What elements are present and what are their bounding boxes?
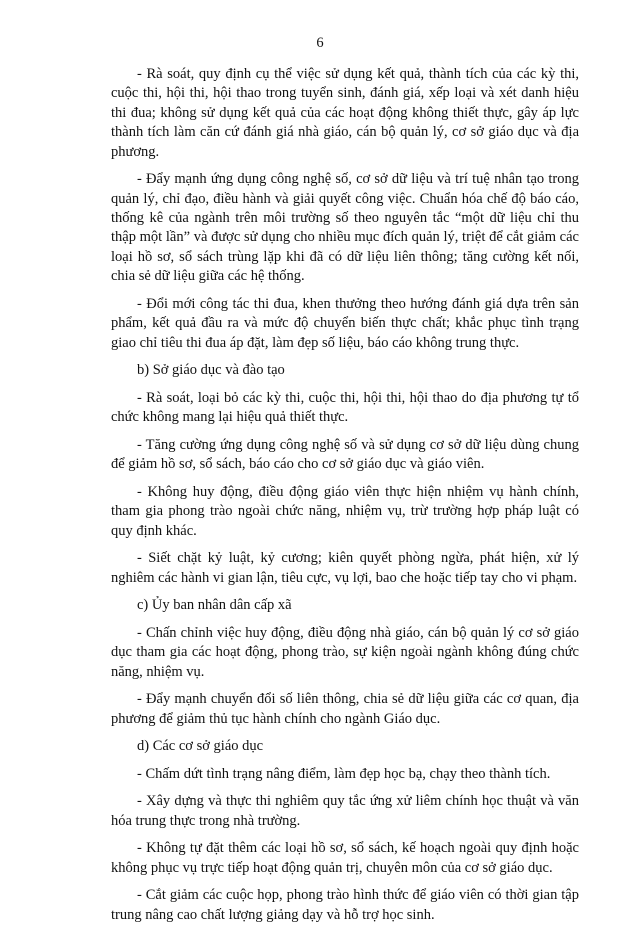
page-number: 6 — [316, 35, 324, 51]
document-body — [111, 65, 579, 933]
paragraph-emulation-reform: - Đổi mới công tác thi đua, khen thưởng theo hướng đánh giá dựa trên sản phẩm, kết quả đầu ra và mức độ chuyển biến thực chất; khắc phục tình trạng giao chỉ tiêu thi đua áp đặt, làm đẹp số liệu, báo cáo không trung thực. — [111, 295, 579, 351]
paragraph-remove-contests: - Rà soát, loại bỏ các kỳ thi, cuộc thi, hội thi, hội thao do địa phương tự tổ chức không mang lại hiệu quả thiết thực. — [111, 389, 579, 426]
paragraph-rectify-mobilization: - Chấn chỉnh việc huy động, điều động nhà giáo, cán bộ quản lý cơ sở giáo dục tham gia các hoạt động, phong trào, sự kiện ngoài ngành không đúng chức năng, nhiệm vụ. — [111, 624, 579, 680]
paragraph-no-extra-paperwork: - Không tự đặt thêm các loại hồ sơ, sổ sách, kế hoạch ngoài quy định hoặc không phục vụ trực tiếp hoạt động quản trị, chuyên môn của cơ sở giáo dục. — [111, 840, 579, 876]
paragraph-cut-meetings: - Cắt giảm các cuộc họp, phong trào hình thức để giáo viên có thời gian tập trung nâng cao chất lượng giảng dạy và hỗ trợ học sinh. — [111, 887, 579, 923]
paragraph-digital-transformation: - Đẩy mạnh chuyển đổi số liên thông, chia sẻ dữ liệu giữa các cơ quan, địa phương để giảm thủ tục hành chính cho ngành Giáo dục. — [111, 691, 579, 727]
paragraph-shared-database: - Tăng cường ứng dụng công nghệ số và sử dụng cơ sở dữ liệu dùng chung để giảm hồ sơ, sổ sách, báo cáo cho cơ sở giáo dục và giáo viên. — [111, 436, 579, 473]
paragraph-stop-grade-inflation: - Chấm dứt tình trạng nâng điểm, làm đẹp học bạ, chạy theo thành tích. — [137, 765, 551, 782]
paragraph-academic-integrity: - Xây dựng và thực thi nghiêm quy tắc ứng xử liêm chính học thuật và văn hóa trung thực trong nhà trường. — [111, 793, 579, 829]
section-heading-department-of-education: b) Sở giáo dục và đào tạo — [137, 362, 285, 379]
section-heading-commune-committee: c) Ủy ban nhân dân cấp xã — [137, 597, 292, 614]
section-heading-educational-institutions: d) Các cơ sở giáo dục — [137, 738, 264, 755]
paragraph-results-usage: - Rà soát, quy định cụ thể việc sử dụng kết quả, thành tích của các kỳ thi, cuộc thi, hội thi, hội thao trong tuyển sinh, đánh giá, xếp loại và xét danh hiệu thi đua; không sử dụng kết quả của các hoạt động không thiết thực, gây áp lực thành tích làm căn cứ đánh giá nhà giáo, cán bộ quản lý, cơ sở giáo dục và địa phương. — [111, 66, 579, 160]
paragraph-digital-technology: - Đẩy mạnh ứng dụng công nghệ số, cơ sở dữ liệu và trí tuệ nhân tạo trong quản lý, chỉ đạo, điều hành và giải quyết công việc. Chuẩn hóa chế độ báo cáo, thống kê của ngành trên môi trường số theo nguyên tắc “một dữ liệu chỉ thu thập một lần” và được sử dụng cho nhiều mục đích quản lý, triệt để cắt giảm các loại hồ sơ, sổ sách trùng lặp khi đã có dữ liệu liên thông; tăng cường kết nối, chia sẻ dữ liệu giữa các hệ thống. — [111, 171, 579, 285]
paragraph-discipline: - Siết chặt kỷ luật, kỷ cương; kiên quyết phòng ngừa, phát hiện, xử lý nghiêm các hành vi gian lận, tiêu cực, vụ lợi, bao che hoặc tiếp tay cho vi phạm. — [111, 550, 579, 586]
paragraph-no-teacher-mobilization: - Không huy động, điều động giáo viên thực hiện nhiệm vụ hành chính, tham gia phong trào ngoài chức năng, nhiệm vụ, trừ trường hợp pháp luật có quy định khác. — [111, 483, 579, 539]
